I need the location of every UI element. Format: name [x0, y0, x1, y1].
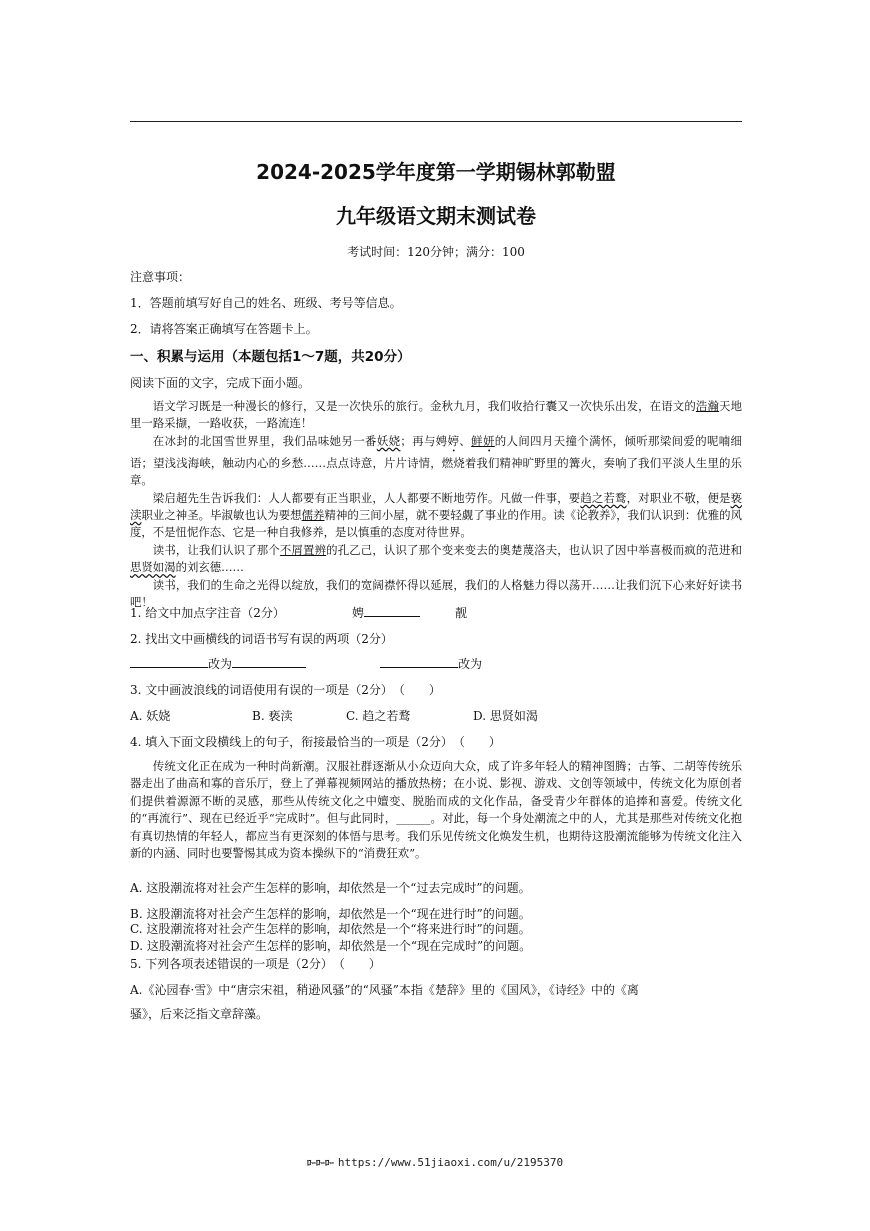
- question-4-option-a[interactable]: A. 这股潮流将对社会产生怎样的影响，却依然是一个“过去完成时”的问题。: [130, 881, 531, 895]
- header-rule: [130, 121, 742, 122]
- question-3-option-a[interactable]: A. 妖娆: [130, 709, 171, 723]
- passage-text: 天地里一路采撷，一路收获，一路流连！: [130, 399, 742, 431]
- question-3-option-c[interactable]: C. 趋之若鹜: [346, 709, 411, 723]
- passage-paragraph: [130, 542, 742, 577]
- passage-text: 读书，让我们认识了那个: [152, 542, 280, 557]
- fix-label: 改为: [208, 657, 233, 671]
- notes-heading: 注意事项：: [130, 270, 191, 284]
- question-3-option-d[interactable]: D. 思贤如渴: [473, 709, 538, 723]
- passage-text: 在冰封的北国雪世界里，我们品味她另一番: [152, 433, 377, 448]
- passage-text: 语文学习既是一种漫长的修行，又是一次快乐的旅行。金秋九月，我们收拾行囊又一次快乐出发，在语文的: [152, 399, 696, 413]
- section-heading: 一、积累与运用（本题包括1～7题，共20分）: [130, 349, 411, 365]
- question-1-char-1: [352, 604, 420, 621]
- question-4-option-d[interactable]: D. 这股潮流将对社会产生怎样的影响，却依然是一个“现在完成时”的问题。: [130, 939, 532, 953]
- question-4: 4. 填入下面文段横线上的句子，衔接最恰当的一项是（2分） （ ）: [130, 735, 501, 749]
- underlined-word: 鲜: [471, 433, 483, 448]
- passage-text: 职业之神圣。毕淑敏也认为要想: [141, 508, 302, 523]
- fill-blank[interactable]: ______: [396, 811, 431, 826]
- wavy-underlined-word: 思贤如渴: [130, 560, 176, 575]
- passage-text: ，对职业不敬，便是: [626, 490, 731, 505]
- answer-blank[interactable]: [130, 655, 208, 668]
- question-4-option-b[interactable]: B. 这股潮流将对社会产生怎样的影响，却依然是一个“现在进行时”的问题。: [130, 907, 531, 921]
- dotted-char: 妍: [482, 433, 495, 448]
- question-2: 2. 找出文中画横线的词语书写有误的两项（2分）: [130, 632, 393, 646]
- wavy-underlined-word: 亵渎: [130, 490, 742, 523]
- reading-passage: [130, 398, 742, 611]
- notes-item-1: 1．答题前填写好自己的姓名、班级、考号等信息。: [130, 296, 402, 310]
- question-1: [130, 604, 742, 621]
- exam-title-line1: 2024-2025学年度第一学期锡林郭勒盟: [256, 160, 616, 184]
- question-3: 3. 文中画波浪线的词语使用有误的一项是（2分） （ ）: [130, 683, 441, 697]
- site-logo: ﾛｰﾛｰﾛｰ: [306, 1159, 334, 1169]
- underlined-word: 不屑置辨: [279, 542, 327, 557]
- passage-paragraph: [130, 398, 742, 433]
- underlined-word: 儒养: [301, 508, 325, 523]
- dotted-char: 婷: [447, 433, 460, 448]
- exam-title-line2: 九年级语文期末测试卷: [336, 204, 536, 228]
- exam-meta: 考试时间：120分钟；满分：100: [347, 245, 525, 259]
- question-5-option-a-line1[interactable]: A.《沁园春·雪》中“唐宗宋祖，稍逊风骚”的“风骚”本指《楚辞》里的《国风》，《诗经》中的《离: [130, 983, 639, 997]
- section-intro: 阅读下面的文字，完成下面小题。: [130, 376, 311, 390]
- passage-text: ；再与娉: [400, 433, 448, 448]
- answer-blank[interactable]: [232, 655, 306, 668]
- question-5-option-a-line2: 骚》，后来泛指文章辞藻。: [130, 1007, 269, 1021]
- question-4-passage: [130, 758, 742, 862]
- wavy-underlined-word: 趋之若鹜: [580, 490, 627, 505]
- question-1-char-2: 靓: [455, 606, 468, 620]
- notes-item-2: 2．请将答案正确填写在答题卡上。: [130, 322, 318, 336]
- passage-text: 、: [459, 433, 472, 448]
- question-1-text: 1. 给文中加点字注音（2分）: [130, 606, 285, 620]
- footer-url[interactable]: https://www.51jiaoxi.com/u/2195370: [337, 1156, 564, 1169]
- passage-paragraph: [130, 490, 742, 542]
- page-footer: [0, 1156, 870, 1169]
- passage-paragraph: [130, 758, 742, 862]
- passage-paragraph: 读书，我们的生命之光得以绽放，我们的宽阔襟怀得以延展，我们的人格魅力得以荡开……让我们沉下心来好好读书吧！: [130, 577, 742, 610]
- question-4-option-c[interactable]: C. 这股潮流将对社会产生怎样的影响，却依然是一个“将来进行时”的问题。: [130, 922, 531, 936]
- passage-text: 传统文化正在成为一种时尚新潮。汉服社群逐渐从小众迈向大众，成了许多年轻人的精神图腾；古筝、二胡等传统乐器走出了曲高和寡的音乐厅，登上了弹幕视频网站的播放热榜；在小说、影视、游戏、文创等领域中，传统文化为原创者们提供着源源不断的灵感，那些从传统文化之中嬗变、脱胎而成的文化作品，备受青少年群体的追捧和喜爱。传统文化的“再流行”、现在已经近乎“完成时”。但与此同时，: [130, 759, 742, 826]
- question-2-answer-row: [130, 655, 742, 672]
- fix-label: 改为: [458, 657, 483, 671]
- question-2-answer-pair-2: [380, 655, 482, 672]
- underlined-word: 浩瀚: [695, 399, 720, 413]
- answer-blank[interactable]: [364, 604, 420, 617]
- passage-text: 的人间四月天撞个满怀，倾听那梁间爱的呢喃细语；望浅浅海峡，触动内心的乡愁……点点诗意，片片诗情，燃烧着我们精神旷野里的篝火，奏响了我们平淡人生里的乐章。: [130, 433, 742, 488]
- passage-text: 。对此，每一个身处潮流之中的人，尤其是那些对传统文化抱有真切热情的年轻人，都应当有更深刻的体悟与思考。我们乐见传统文化焕发生机，也期待这股潮流能够为传统文化注入新的内涵、同时也要警惕其成为资本操纵下的“消费狂欢”。: [130, 811, 742, 861]
- passage-text: 的孔乙己，认识了那个变来变去的奥楚蔑洛夫，也认识了因中举喜极而疯的范进和: [326, 542, 742, 557]
- char-label: 娉: [352, 606, 365, 620]
- passage-text: 精神的三间小屋，就不要轻觑了事业的作用。读《论教养》，我们认识到：优雅的风度，不是忸怩作态、它是一种自我修养，是以慎重的态度对待世界。: [130, 508, 742, 540]
- passage-text: 梁启超先生告诉我们：人人都要有正当职业，人人都要不断地劳作。凡做一件事，要: [152, 490, 581, 505]
- question-5: 5. 下列各项表述错误的一项是（2分） （ ）: [130, 957, 381, 971]
- passage-text: 的刘玄德……: [175, 560, 244, 575]
- passage-paragraph: [130, 433, 742, 490]
- wavy-underlined-word: 妖娆: [376, 433, 401, 448]
- answer-blank[interactable]: [380, 655, 458, 668]
- question-3-option-b[interactable]: B. 亵渎: [252, 709, 293, 723]
